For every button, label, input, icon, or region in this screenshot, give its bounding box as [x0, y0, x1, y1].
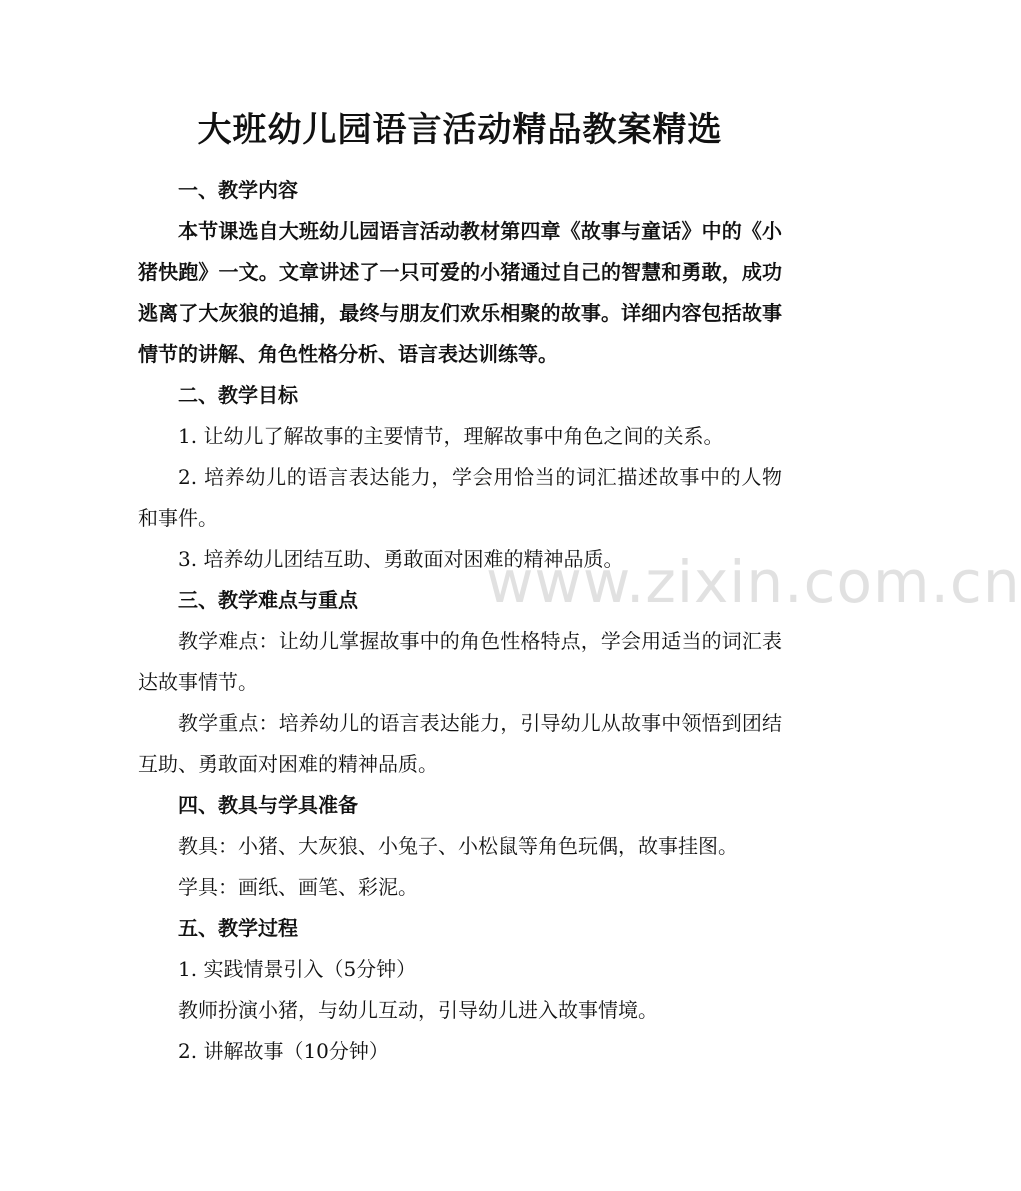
section-heading-difficulty-keypoints: 三、教学难点与重点 [178, 588, 358, 612]
section-heading-teaching-goals: 二、教学目标 [178, 383, 298, 407]
teaching-keypoint-paragraph: 教学重点：培养幼儿的语言表达能力，引导幼儿从故事中领悟到团结互助、勇敢面对困难的精神品质。 [138, 711, 782, 776]
goal-item-2: 2. 培养幼儿的语言表达能力，学会用恰当的词汇描述故事中的人物和事件。 [138, 465, 782, 530]
process-step-1-title: 1. 实践情景引入（5分钟） [178, 957, 417, 981]
section-heading-teaching-process: 五、教学过程 [178, 916, 298, 940]
section-heading-aids-preparation: 四、教具与学具准备 [178, 793, 358, 817]
teaching-difficulty-paragraph: 教学难点：让幼儿掌握故事中的角色性格特点，学会用适当的词汇表达故事情节。 [138, 629, 782, 694]
teaching-content-paragraph: 本节课选自大班幼儿园语言活动教材第四章《故事与童话》中的《小猪快跑》一文。文章讲述了一只可爱的小猪通过自己的智慧和勇敢，成功逃离了大灰狼的追捕，最终与朋友们欢乐相聚的故事。详细内容包括故事情节的讲解、角色性格分析、语言表达训练等。 [138, 219, 782, 366]
goal-item-1: 1. 让幼儿了解故事的主要情节，理解故事中角色之间的关系。 [178, 424, 724, 448]
document-body [138, 170, 782, 1072]
goal-item-3: 3. 培养幼儿团结互助、勇敢面对困难的精神品质。 [178, 547, 624, 571]
document-title: 大班幼儿园语言活动精品教案精选 [197, 110, 723, 150]
watermark-text: www.zixin.com.cn [486, 548, 1021, 616]
section-heading-teaching-content: 一、教学内容 [178, 178, 298, 202]
process-step-2-title: 2. 讲解故事（10分钟） [178, 1039, 389, 1063]
process-step-1-body: 教师扮演小猪，与幼儿互动，引导幼儿进入故事情境。 [178, 998, 658, 1022]
teaching-aids-line: 教具：小猪、大灰狼、小兔子、小松鼠等角色玩偶，故事挂图。 [178, 834, 738, 858]
learning-aids-line: 学具：画纸、画笔、彩泥。 [178, 875, 418, 899]
